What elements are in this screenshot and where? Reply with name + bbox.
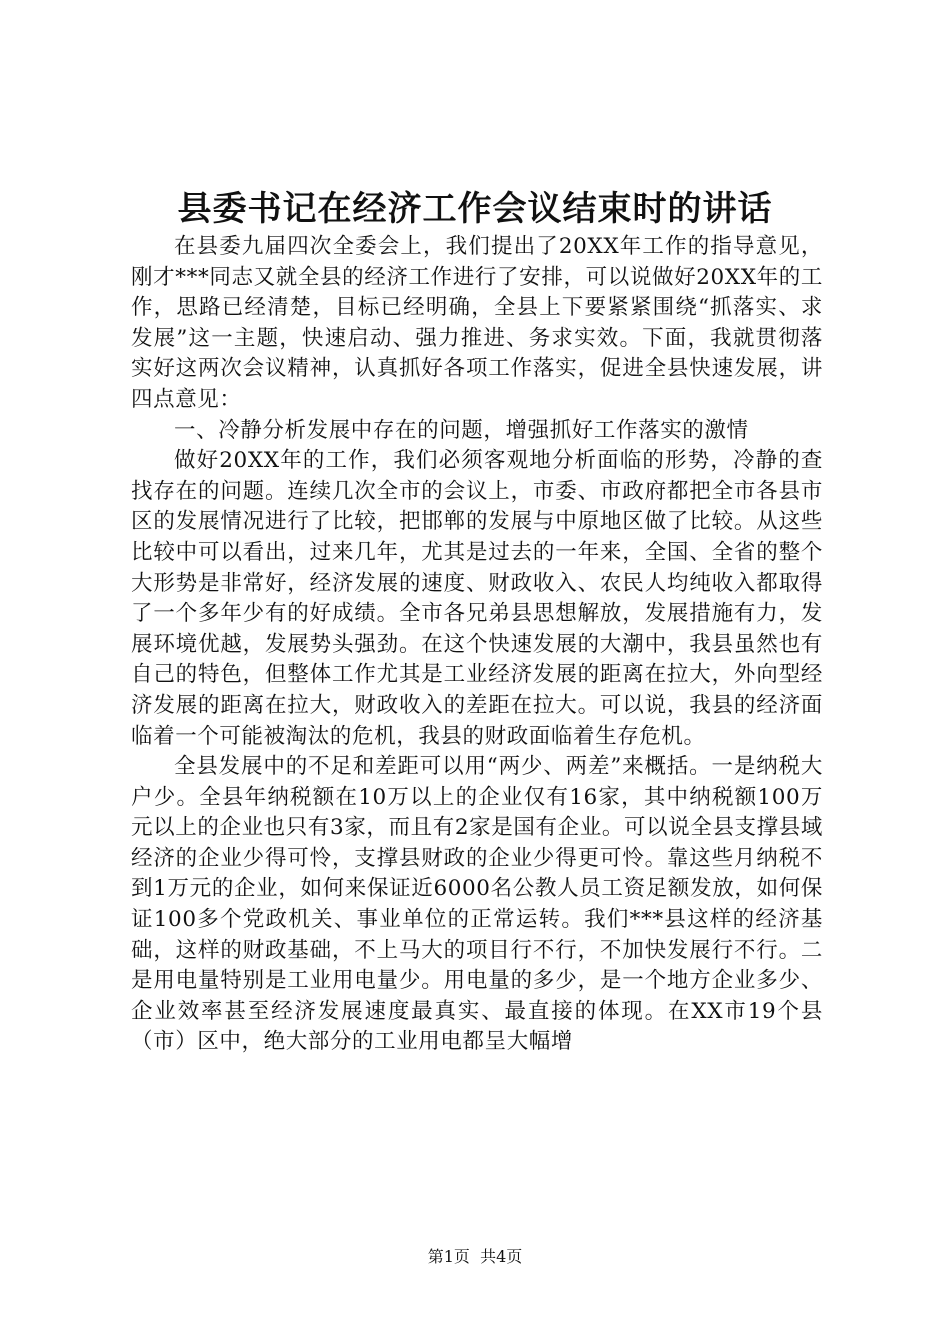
page-number: 第1页 bbox=[427, 1247, 470, 1266]
paragraph-intro: 在县委九届四次全委会上，我们提出了20XX年工作的指导意见，刚才***同志又就全县的经济工作进行了安排，可以说做好20XX年的工作，思路已经清楚，目标已经明确，全县上下要紧紧围绕“抓落实、求发展”这一主题，快速启动、强力推进、务求实效。下面，我就贯彻落实好这两次会议精神，认真抓好各项工作落实，促进全县快速发展，讲四点意见： bbox=[131, 234, 823, 412]
document-title: 县委书记在经济工作会议结束时的讲话 bbox=[177, 189, 773, 229]
section-heading-1: 一、冷静分析发展中存在的问题，增强抓好工作落实的激情 bbox=[174, 417, 749, 443]
document-body bbox=[131, 232, 823, 1058]
paragraph-gaps: 全县发展中的不足和差距可以用“两少、两差”来概括。一是纳税大户少。全县年纳税额在10万以上的企业仅有16家，其中纳税额100万元以上的企业也只有3家，而且有2家是国有企业。可以说全县支撑县域经济的企业少得可怜，支撑县财政的企业少得更可怜。靠这些月纳税不到1万元的企业，如何来保证近6000名公教人员工资足额发放，如何保证100多个党政机关、事业单位的正常运转。我们***县这样的经济基础，这样的财政基础，不上马大的项目行不行，不加快发展行不行。二是用电量特别是工业用电量少。用电量的多少，是一个地方企业多少、企业效率甚至经济发展速度最真实、最直接的体现。在XX市19个县（市）区中，绝大部分的工业用电都呈大幅增 bbox=[131, 754, 823, 1055]
page-footer bbox=[0, 1246, 950, 1268]
paragraph-situation: 做好20XX年的工作，我们必须客观地分析面临的形势，冷静的查找存在的问题。连续几次全市的会议上，市委、市政府都把全市各县市区的发展情况进行了比较，把邯郸的发展与中原地区做了比较。从这些比较中可以看出，过来几年，尤其是过去的一年来，全国、全省的整个大形势是非常好，经济发展的速度、财政收入、农民人均纯收入都取得了一个多年少有的好成绩。全市各兄弟县思想解放，发展措施有力，发展环境优越，发展势头强劲。在这个快速发展的大潮中，我县虽然也有自己的特色，但整体工作尤其是工业经济发展的距离在拉大，外向型经济发展的距离在拉大，财政收入的差距在拉大。可以说，我县的经济面临着一个可能被淘汰的危机，我县的财政面临着生存危机。 bbox=[131, 448, 823, 749]
page-total: 共4页 bbox=[480, 1247, 523, 1266]
